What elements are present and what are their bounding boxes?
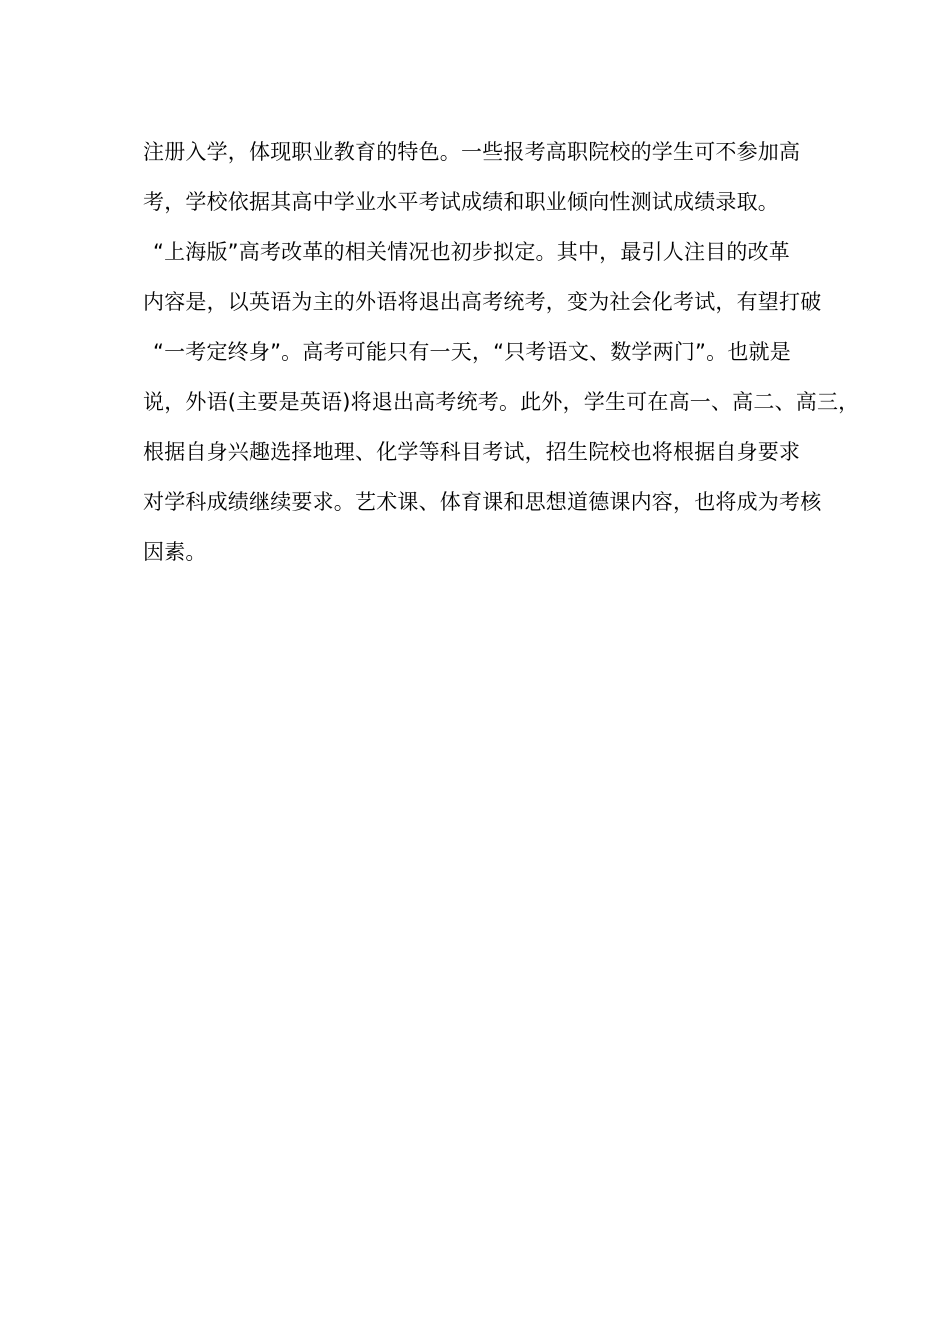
body-paragraph bbox=[143, 131, 860, 581]
text-line: 对学科成绩继续要求。艺术课、体育课和思想道德课内容，也将成为考核 bbox=[143, 490, 822, 514]
text-line: 注册入学，体现职业教育的特色。一些报考高职院校的学生可不参加高 bbox=[143, 140, 801, 164]
text-line: “一考定终身”。高考可能只有一天，“只考语文、数学两门”。也就是 bbox=[153, 340, 791, 364]
text-line: “上海版”高考改革的相关情况也初步拟定。其中，最引人注目的改革 bbox=[153, 240, 790, 264]
text-line: 考，学校依据其高中学业水平考试成绩和职业倾向性测试成绩录取。 bbox=[143, 190, 779, 214]
text-line: 内容是，以英语为主的外语将退出高考统考，变为社会化考试，有望打破 bbox=[143, 290, 822, 314]
text-line: 说，外语(主要是英语)将退出高考统考。此外，学生可在高一、高二、高三， bbox=[143, 390, 860, 414]
text-line: 因素。 bbox=[143, 540, 207, 564]
text-line: 根据自身兴趣选择地理、化学等科目考试，招生院校也将根据自身要求 bbox=[143, 440, 801, 464]
